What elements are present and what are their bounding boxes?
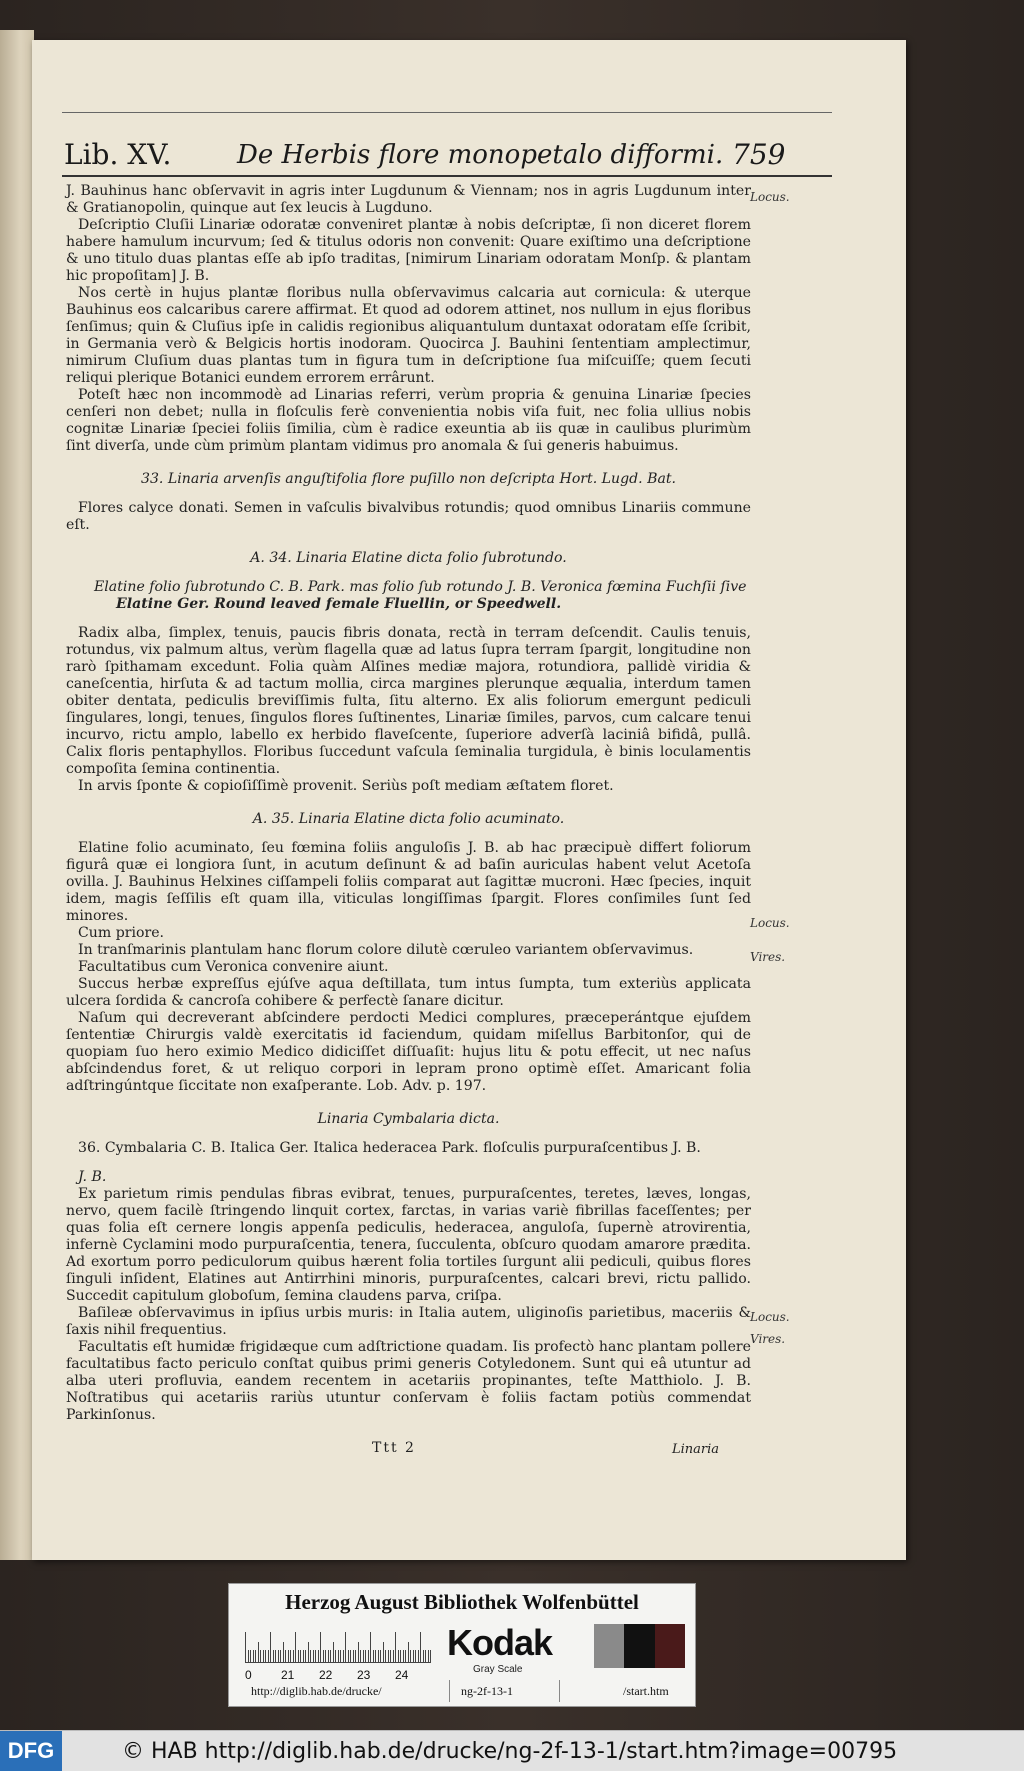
margin-note-locus: Locus. [750, 1310, 790, 1324]
catchword: Linaria [672, 1442, 720, 1457]
dfg-logo[interactable]: DFG [0, 1731, 62, 1771]
ruler-tick [253, 1650, 254, 1662]
paragraph: Poteſt hæc non incommodè ad Linarias referri, verùm propria & genuina Linariæ ſpecies cenſeri non debet; nulla in floſculis ferè convenientia nobis viſa fuit, nec folia ullius nobis cognitæ Linariæ ſpeciei foliis ſimilia, cùm è radice exeuntia ab iis quæ in caulibus plurimùm ſint diverſa, unde cùm primùm plantam vidimus pro anomala & ſui generis habuimus. [66, 387, 751, 454]
ruler-tick [373, 1650, 374, 1662]
ruler-tick [398, 1650, 399, 1662]
ruler-tick [390, 1650, 391, 1662]
ruler-tick [408, 1642, 409, 1662]
ruler-tick [335, 1650, 336, 1662]
library-label-card [228, 1583, 696, 1707]
paragraph: In arvis ſponte & copioſiſſimè provenit. Seriùs poſt mediam æſtatem floret. [78, 778, 614, 794]
ruler-tick [320, 1632, 321, 1662]
paragraph: Elatine folio acuminato, ſeu fœmina foliis anguloſis J. B. ab hac præcipuè differt foliorum figurâ quæ ei longiora ſunt, in acutum deſinunt & ad baſin auriculas habent velut Acetoſa ovilla. J. Bauhinus Helxines ciſſampeli foliis comparat aut ſagittæ mucroni. Hæc ſpecies, inquit idem, magis ſeſſilis eſt quam illa, viticulas longiſſimas ſpargit. Flores conſimiles ſunt ſed minores. [66, 840, 751, 924]
ruler-tick [423, 1650, 424, 1662]
ruler-tick [248, 1650, 249, 1662]
ruler-tick [285, 1650, 286, 1662]
ruler-tick [268, 1650, 269, 1662]
paragraph: In tranſmarinis plantulam hanc florum colore dilutè cœruleo variantem obſervavimus. [78, 942, 694, 958]
margin-note-vires: Vires. [750, 950, 786, 964]
ruler-tick [345, 1632, 346, 1662]
ruler-number: 21 [281, 1668, 295, 1682]
ruler-tick [420, 1632, 421, 1662]
ruler-tick [350, 1650, 351, 1662]
ruler-tick [295, 1632, 296, 1662]
synonyms-34a: Elatine folio ſubrotundo C. B. Park. mas folio ſub rotundo J. B. Veronica fœmina Fuchſii ſive [94, 579, 747, 595]
ruler-tick [358, 1642, 359, 1662]
ruler-tick [273, 1650, 274, 1662]
paragraph: Baſileæ obſervavimus in ipſius urbis muris: in Italia autem, uliginoſis parietibus, maceriis & ſaxis nihil frequentius. [66, 1305, 751, 1338]
running-title: De Herbis flore monopetalo difformi. [237, 140, 724, 170]
ruler-tick [298, 1650, 299, 1662]
ruler-number: 22 [319, 1668, 333, 1682]
section-heading-cymbalaria: Linaria Cymbalaria dicta. [317, 1111, 500, 1127]
copyright-link[interactable]: © HAB http://diglib.hab.de/drucke/ng-2f-13-1/start.htm?image=00795 [122, 1739, 898, 1764]
kodak-logo: Kodak [447, 1622, 553, 1663]
card-shelfmark: ng-2f-13-1 [461, 1684, 513, 1698]
paragraph: Facultatibus cum Veronica convenire aiunt. [78, 959, 389, 975]
ruler-tick [425, 1650, 426, 1662]
ruler-tick [428, 1650, 429, 1662]
paragraph: Nos certè in hujus plantæ floribus nulla obſervavimus calcaria aut cornicula: & uterque Bauhinus eos calcaribus carere affirmat. Et quod ad odorem attinet, nos nullum in ejus floribus ſenſimus; quin & Cluſius ipſe in calidis regionibus aliquantulum duntaxat odoratam eſſe ſcribit, in Germania verò & Belgicis hortis inodoram. Quocirca J. Bauhini ſententiam amplectimur, nimirum Cluſium duas plantas tum in figura tum in deſcriptione ſua miſcuiſſe; quem ſecuti reliqui plerique Botanici eundem errorem errârunt. [66, 285, 751, 386]
ruler-tick [348, 1650, 349, 1662]
ruler-tick [383, 1642, 384, 1662]
signature-mark: Ttt 2 [372, 1440, 416, 1456]
paragraph: Radix alba, ſimplex, tenuis, paucis fibris donata, rectà in terram deſcendit. Caulis tenuis, rotundus, vix palmum altus, verùm flagella quæ ad latus ſupra terram ſpargit, longitudine non rarò ſpithamam excedunt. Folia quàm Alſines mediæ majora, rotundiora, pallidè viridia & caneſcentia, hirſuta & ad tactum mollia, circa margines plerunque æqualia, interdum tamen obiter dentata, pediculis breviſſimis fulta, ſitu alterno. Ex alis foliorum emergunt pediculi ſingulares, longi, tenues, ſingulos flores ſuſtinentes, Linariæ ſimiles, parvos, cum calcare tenui incurvo, rictu amplo, labello ex herbido flaveſcente, ſuperiore adverſà laciniâ bifidâ, pullâ. Calix floris pentaphyllos. Floribus ſuccedunt vaſcula ſeminalia turgidula, è binis loculamentis compoſita ſemina continentia. [66, 625, 751, 777]
ruler-number: 0 [245, 1668, 252, 1682]
ruler-tick [413, 1650, 414, 1662]
ruler-tick [333, 1642, 334, 1662]
header-rule [62, 175, 832, 177]
card-url: http://diglib.hab.de/drucke/ [251, 1684, 382, 1698]
ruler-tick [305, 1650, 306, 1662]
ruler-tick [303, 1650, 304, 1662]
swatch-dark [655, 1624, 686, 1668]
ruler-tick [323, 1650, 324, 1662]
ruler-tick [250, 1650, 251, 1662]
margin-note-locus: Locus. [750, 916, 790, 930]
ruler-tick [410, 1650, 411, 1662]
species-heading-35: A. 35. Linaria Elatine dicta folio acuminato. [252, 811, 565, 827]
ruler-tick [245, 1632, 246, 1662]
ruler-tick [278, 1650, 279, 1662]
margin-note-locus: Locus. [750, 190, 790, 204]
ruler-scale [245, 1624, 431, 1663]
ruler-tick [360, 1650, 361, 1662]
ruler-tick [380, 1650, 381, 1662]
ruler-tick [375, 1650, 376, 1662]
ruler-tick [318, 1650, 319, 1662]
ruler-tick [260, 1650, 261, 1662]
page-number: 759 [732, 138, 786, 171]
ruler-tick [290, 1650, 291, 1662]
ruler-tick [288, 1650, 289, 1662]
ruler-tick [293, 1650, 294, 1662]
ruler-tick [338, 1650, 339, 1662]
ruler-tick [325, 1650, 326, 1662]
swatch-gray [594, 1624, 625, 1668]
species-heading-33: 33. Linaria arvenſis anguſtifolia flore puſillo non deſcripta Hort. Lugd. Bat. [140, 471, 677, 487]
facing-page-edge [0, 30, 34, 1560]
ruler-tick [328, 1650, 329, 1662]
ruler-tick [415, 1650, 416, 1662]
ruler-tick [308, 1642, 309, 1662]
paragraph: Naſum qui decreverant abſcindere perdocti Medici complures, præceperántque ejuſdem ſententiæ Chirurgis valdè exercitatis id faciendum, quidam miſellus Barbitonſor, qui de quopiam ſuo hero eximio Medico didiciſſet diſſuaſit: hujus litu & potu effecit, ut nec naſus abſcindendus foret, & ut reliquo corpori in lepram prono optimè eſſet. Amaricant folia adſtringúntque ſiccitate non exaſperante. Lob. Adv. p. 197. [66, 1010, 751, 1094]
paragraph: Cum priore. [78, 925, 165, 941]
ruler-tick [370, 1632, 371, 1662]
ruler-tick [330, 1650, 331, 1662]
paragraph: Flores calyce donati. Semen in vaſculis bivalvibus rotundis; quod omnibus Linariis commune eſt. [66, 500, 751, 533]
swatch-white [563, 1624, 594, 1668]
paragraph: Ex parietum rimis pendulas fibras evibrat, tenues, purpuraſcentes, teretes, læves, longas, nervo, quem facilè ſtringendo linquit cortex, farctas, in varias variè fibrillas faceſſentes; per quas folia eſt cernere longis appenſa pediculis, hederacea, anguloſa, ſupernè atrovirentia, infernè Cyclamini modo purpuraſcentia, tenera, ſucculenta, obſcuro quodam amarore prædita. Ad exortum porro pediculorum quibus hærent folia tortiles ſurgunt alii pediculi, quibus flores ſinguli inſident, Elatines aut Antirrhini minoris, purpuraſcentes, calcari brevi, rictu pallido. Succedit capitulum globoſum, ſemina claudens parva, criſpa. [66, 1186, 751, 1304]
ruler-tick [263, 1650, 264, 1662]
author-abbrev: J. B. [78, 1169, 107, 1185]
ruler-tick [270, 1632, 271, 1662]
ruler-tick [275, 1650, 276, 1662]
ruler-tick [315, 1650, 316, 1662]
ruler-number: 23 [357, 1668, 371, 1682]
ruler-tick [365, 1650, 366, 1662]
card-divider [449, 1680, 450, 1702]
ruler-tick [280, 1650, 281, 1662]
ruler-tick [355, 1650, 356, 1662]
ruler-tick [255, 1650, 256, 1662]
header-top-rule [62, 112, 832, 113]
paragraph: Succus herbæ expreſſus ejúſve aqua deſtillata, tum intus ſumpta, tum exteriùs applicata ulcera ſordida & cancroſa cohibere & perfectè ſanare dicitur. [66, 976, 751, 1009]
paragraph: Deſcriptio Cluſii Linariæ odoratæ conveniret plantæ à nobis deſcriptæ, ſi non diceret florem habere hamulum incurvum; ſed & titulus odoris non convenit: Quare exiſtimo una deſcriptione & uno titulo duas plantas eſſe ab ipſo traditas, [nimirum Linariam odoratam Monſp. & plantam hic propoſitam] J. B. [66, 217, 751, 284]
book-number: Lib. XV. [64, 138, 172, 171]
ruler-tick [300, 1650, 301, 1662]
ruler-tick [388, 1650, 389, 1662]
ruler-number: 24 [395, 1668, 409, 1682]
ruler-tick [363, 1650, 364, 1662]
species-heading-34: A. 34. Linaria Elatine dicta folio ſubrotundo. [250, 550, 567, 566]
ruler-tick [405, 1650, 406, 1662]
library-name: Herzog August Bibliothek Wolfenbüttel [285, 1590, 639, 1614]
ruler-tick [385, 1650, 386, 1662]
ruler-tick [283, 1642, 284, 1662]
ruler-tick [353, 1650, 354, 1662]
ruler-tick [258, 1642, 259, 1662]
ruler-tick [395, 1632, 396, 1662]
ruler-tick [393, 1650, 394, 1662]
synonyms-34b: Elatine Ger. Round leaved female Fluellin, or Speedwell. [116, 596, 562, 612]
gray-scale-label: Gray Scale [473, 1664, 523, 1675]
swatch-black [624, 1624, 655, 1668]
ruler-tick [340, 1650, 341, 1662]
ruler-tick [310, 1650, 311, 1662]
ruler-tick [343, 1650, 344, 1662]
paragraph: J. Bauhinus hanc obſervavit in agris inter Lugdunum & Viennam; nos in agris Lugdunum inter & Gratianopolin, quinque aut ſex leucis à Lugduno. [66, 183, 751, 216]
card-divider [559, 1680, 560, 1702]
main-text [66, 183, 751, 1424]
ruler-tick [313, 1650, 314, 1662]
book-page [32, 40, 906, 1560]
species-heading-36: 36. Cymbalaria C. B. Italica Ger. Italica hederacea Park. floſculis purpuraſcentibus J. B. [78, 1140, 701, 1156]
gray-scale-swatches [563, 1624, 685, 1668]
ruler-tick [378, 1650, 379, 1662]
card-start: /start.htm [623, 1684, 669, 1698]
margin-note-vires: Vires. [750, 1332, 786, 1346]
ruler-tick [400, 1650, 401, 1662]
paragraph: Facultatis eſt humidæ frigidæque cum adſtrictione quadam. Iis profectò hanc plantam pollere facultatibus facto periculo conſtat quibus primi generis Cotyledonem. Sunt qui eâ utuntur ad alba uteri profluvia, eandem recentem in acetariis propinantes, teſte Matthiolo. J. B. Noſtratibus qui acetariis rariùs utuntur conſervam è foliis factam potiùs commendat Parkinſonus. [66, 1339, 751, 1423]
ruler-tick [368, 1650, 369, 1662]
ruler-tick [403, 1650, 404, 1662]
ruler-tick [418, 1650, 419, 1662]
ruler-tick [430, 1650, 431, 1662]
bottom-bar [0, 1730, 1024, 1771]
ruler-tick [265, 1650, 266, 1662]
